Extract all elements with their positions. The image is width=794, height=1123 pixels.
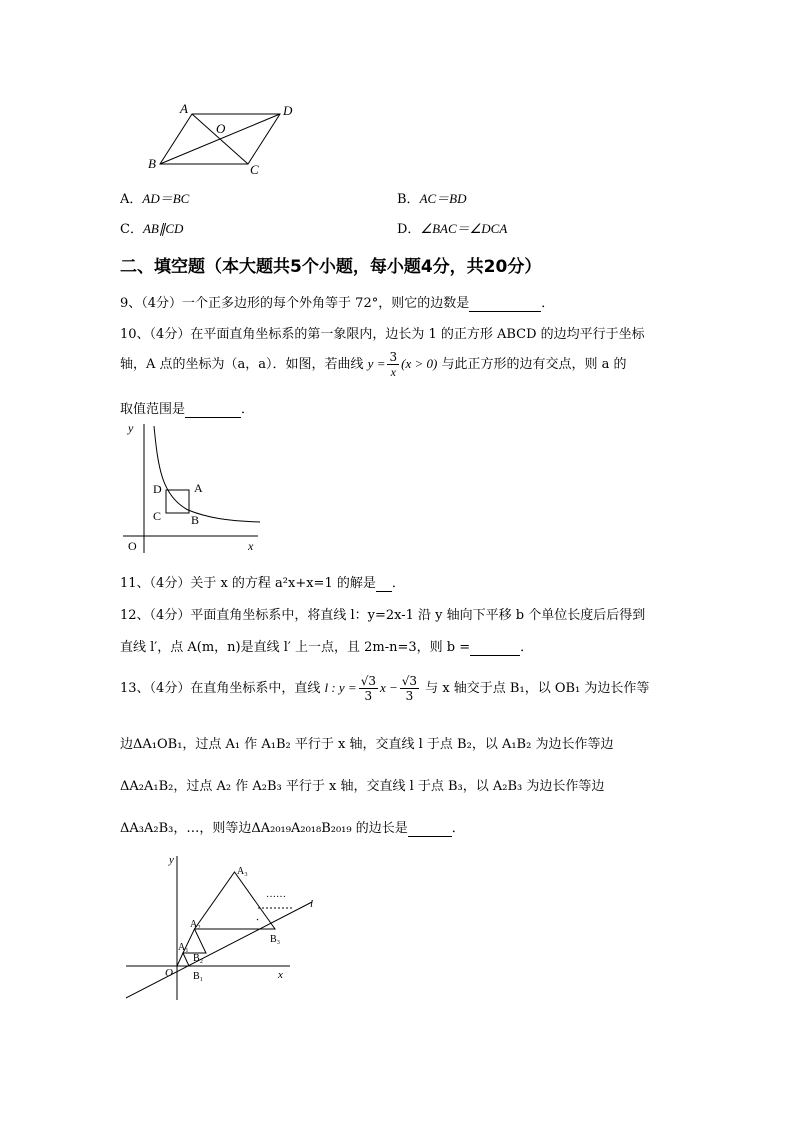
label-B: B [148, 156, 156, 171]
label-A2: A₂ [190, 919, 201, 930]
fraction-3-over-x: $\frac{3}{x}$ [389, 350, 398, 379]
axis-y: y [128, 421, 134, 435]
parallelogram-figure [140, 98, 310, 180]
answer-blank [376, 576, 392, 592]
label-D: D [153, 482, 162, 496]
equilateral-triangles-figure [120, 850, 320, 1002]
label-C: C [153, 509, 162, 523]
label-B3: B₃ [270, 934, 281, 945]
option-c: C．AB∥CD [120, 221, 184, 237]
fraction-sqrt3-over-3: $\frac{√3}{3}$ [360, 674, 376, 703]
label-B: B [191, 513, 200, 527]
answer-blank [408, 821, 452, 837]
answer-blank [185, 402, 241, 418]
question-10-line2: 轴，A 点的坐标为（a，a）．如图，若曲线 y = $\frac{3}{x}$ (x > 0) 与此正方形的边有交点，则 a 的 [120, 350, 627, 379]
question-12-line2: 直线 l′，点 A(m，n)是直线 l′ 上一点，且 2m-n=3，则 b = ． [120, 640, 534, 655]
line-l: l [310, 898, 314, 910]
question-10-line1: 10、（4分）在平面直角坐标系的第一象限内，边长为 1 的正方形 ABCD 的边均平行于坐标 [120, 327, 645, 342]
label-A3: A₃ [237, 866, 248, 877]
section-title: 二、填空题（本大题共5个小题，每小题4分，共20分） [120, 257, 542, 277]
question-11: 11、（4分）关于 x 的方程 a²x+x=1 的解是 ． [120, 576, 405, 591]
question-13-line2: 边ΔA₁OB₁，过点 A₁ 作 A₁B₂ 平行于 x 轴，交直线 l 于点 B₂，以 A₁B₂ 为边长作等边 [120, 737, 614, 752]
hyperbola-square-figure [118, 418, 268, 558]
question-13-line3: ΔA₂A₁B₂，过点 A₂ 作 A₂B₃ 平行于 x 轴，交直线 l 于点 B₃，以 A₂B₃ 为边长作等边 [120, 779, 605, 794]
label-D: D [283, 103, 293, 118]
label-A: A [194, 481, 203, 495]
label-B2: B₂ [193, 953, 204, 964]
option-b: B．AC＝BD [397, 191, 467, 207]
answer-blank [470, 640, 520, 656]
axis-x: x [278, 969, 283, 981]
option-a: A．AD＝BC [120, 191, 190, 207]
question-12-line1: 12、（4分）平面直角坐标系中，将直线 l：y=2x-1 沿 y 轴向下平移 b 个单位长度后后得到 [120, 608, 646, 623]
origin: O [128, 539, 137, 553]
question-10-line3: 取值范围是 ． [120, 402, 255, 417]
option-d: D．∠BAC＝∠DCA [397, 221, 508, 237]
label-A1: A₁ [178, 942, 189, 953]
answer-blank [469, 296, 541, 312]
ellipsis: …… [266, 889, 286, 900]
origin: O [165, 967, 173, 979]
axis-y: y [169, 854, 174, 866]
question-13-line1: 13、（4分）在直角坐标系中，直线 l : y = $\frac{√3}{3}$ x − $\frac{√3}{3}$ 与 x 轴交于点 B₁，以 OB₁ 为边长作等 [120, 674, 650, 703]
axis-x: x [248, 539, 254, 553]
label-C: C [250, 162, 259, 177]
label-O: O [216, 121, 226, 136]
question-13-line4: ΔA₃A₂B₃，…，则等边ΔA₂₀₁₉A₂₀₁₈B₂₀₁₉ 的边长是 ． [120, 821, 465, 836]
question-9: 9、（4分）一个正多边形的每个外角等于 72°，则它的边数是 ． [120, 296, 555, 311]
label-B1: B₁ [193, 971, 204, 982]
fraction-sqrt3-over-3: $\frac{√3}{3}$ [401, 674, 418, 703]
label-A: A [180, 101, 188, 116]
